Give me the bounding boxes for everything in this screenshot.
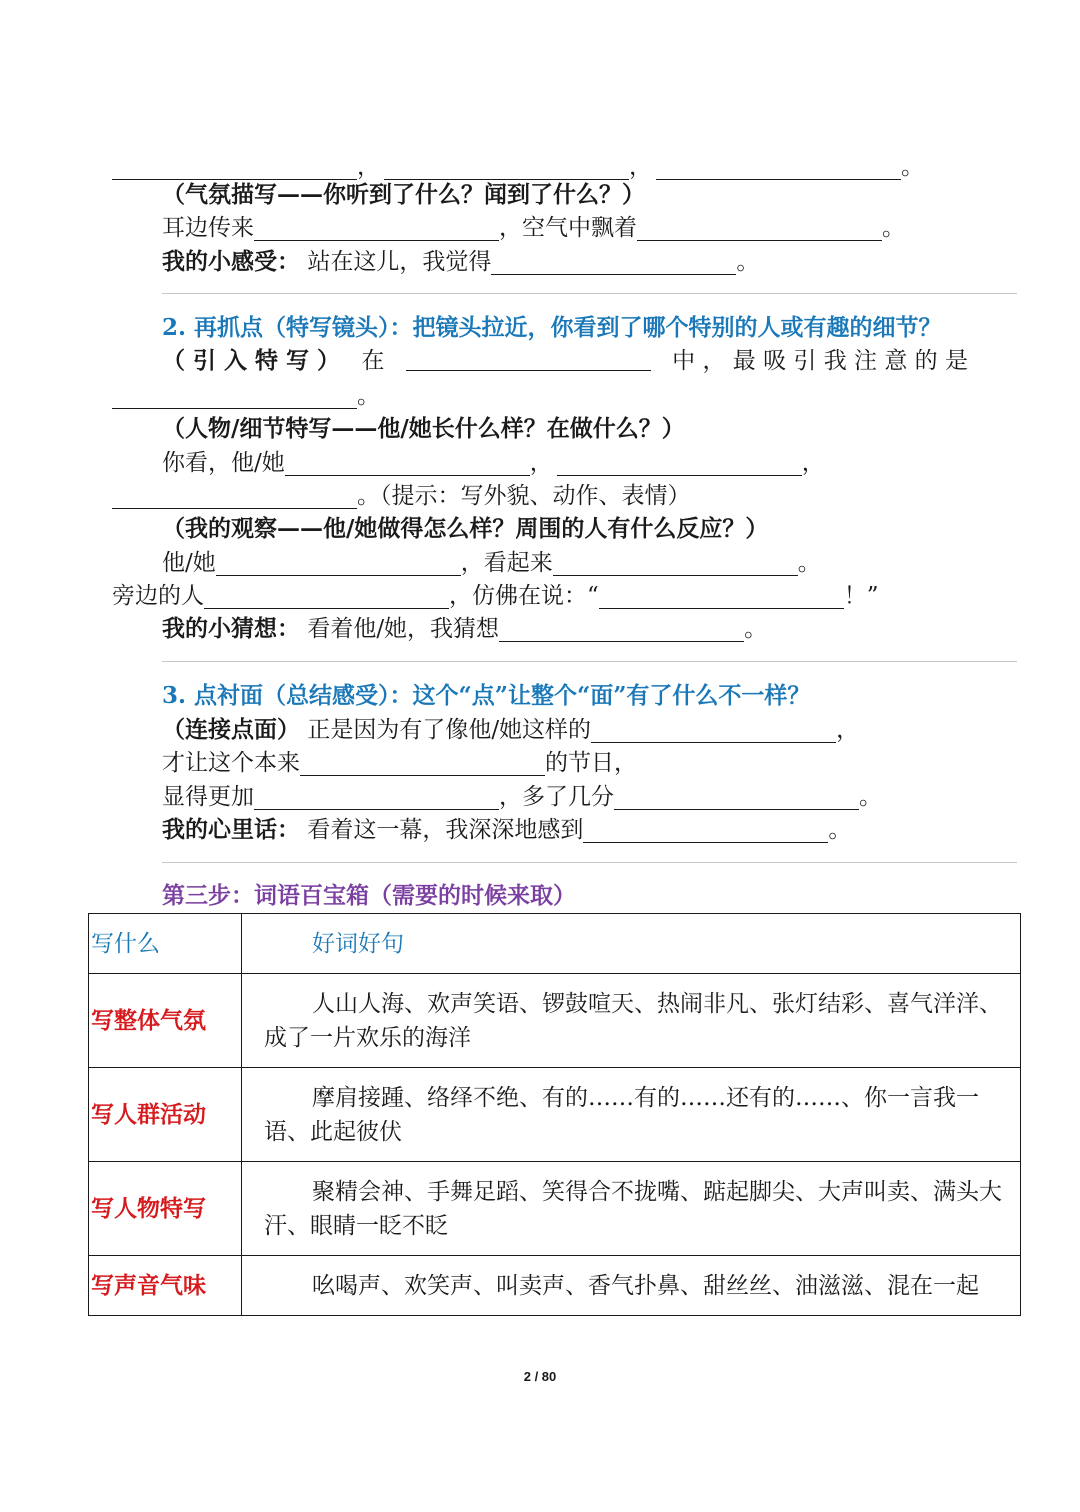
row-category: 写人群活动: [89, 1068, 242, 1162]
intro-label: （ 引 入 特 写 ）: [162, 347, 341, 374]
fill-line-link: （连接点面） 正是因为有了像他/她这样的 ，: [162, 716, 860, 743]
divider: [162, 661, 1017, 662]
row-words: 人山人海、欢声笑语、锣鼓喧天、热闹非凡、张灯结彩、喜气洋洋、成了一片欢乐的海洋: [242, 974, 1021, 1068]
blank[interactable]: [637, 214, 882, 241]
table-row: [89, 1162, 1021, 1256]
section3-heading: 3. 点衬面（总结感受）：这个“点”让整个“面”有了什么不一样？: [162, 682, 811, 709]
fill-line-look: 你看，他/她 ， ，: [162, 450, 825, 476]
fill-line-heart: 我的心里话： 看着这一幕，我深深地感到 。: [162, 816, 852, 843]
blank[interactable]: [216, 549, 461, 576]
table-header-row: [89, 914, 1021, 974]
table-row: [89, 974, 1021, 1068]
feeling-label: 我的小感受：: [162, 248, 300, 275]
fill-line-guess: 我的小猜想： 看着他/她，我猜想 。: [162, 615, 768, 642]
blank[interactable]: [384, 153, 629, 180]
link-label: （连接点面）: [162, 716, 300, 743]
blank[interactable]: [112, 482, 357, 509]
header-category: 写什么: [89, 914, 242, 974]
row-words: 摩肩接踵、络绎不绝、有的……有的……还有的……、你一言我一语、此起彼伏: [242, 1068, 1021, 1162]
blank[interactable]: [254, 214, 499, 241]
row-category: 写人物特写: [89, 1162, 242, 1256]
header-words: 好词好句: [242, 914, 1021, 974]
fill-line-intro: （ 引 入 特 写 ） 在 中 ， 最 吸 引 我 注 意 的 是: [162, 344, 968, 378]
section2-heading: 2. 再抓点（特写镜头）：把镜头拉近，你看到了哪个特别的人或有趣的细节？: [162, 314, 942, 341]
table-row: [89, 1256, 1021, 1316]
heart-label: 我的心里话：: [162, 816, 300, 843]
detail-label: （人物/细节特写——他/她长什么样？在做什么？）: [162, 415, 685, 442]
word-bank-table: [88, 913, 1021, 1316]
fill-line-intro-cont: 。: [112, 379, 380, 413]
blank[interactable]: [112, 153, 357, 180]
blank[interactable]: [254, 783, 499, 810]
page-number: 2 / 80: [523, 1369, 557, 1384]
blank[interactable]: [656, 153, 901, 180]
divider: [162, 862, 1017, 863]
blank[interactable]: [300, 749, 545, 776]
row-words: 吆喝声、欢笑声、叫卖声、香气扑鼻、甜丝丝、油滋滋、混在一起: [242, 1256, 1021, 1316]
blank[interactable]: [285, 449, 530, 476]
blank[interactable]: [557, 449, 802, 476]
blank[interactable]: [614, 783, 859, 810]
fill-line-festival: 才让这个本来 的节日，: [162, 750, 637, 776]
atmosphere-label: （气氛描写——你听到了什么？闻到了什么？）: [162, 181, 645, 208]
guess-label: 我的小猜想：: [162, 615, 300, 642]
row-category: 写声音气味: [89, 1256, 242, 1316]
row-words: 聚精会神、手舞足蹈、笑得合不拢嘴、踮起脚尖、大声叫卖、满头大汗、眼睛一眨不眨: [242, 1162, 1021, 1256]
blank[interactable]: [583, 816, 828, 843]
fill-line-feeling: 我的小感受： 站在这儿，我觉得 。: [162, 248, 760, 275]
blank[interactable]: [406, 344, 651, 371]
row-category: 写整体气氛: [89, 974, 242, 1068]
observation-label: （我的观察——他/她做得怎么样？周围的人有什么反应？）: [162, 515, 769, 542]
divider: [162, 293, 1017, 294]
blank[interactable]: [591, 716, 836, 743]
fill-line-ear: 耳边传来 ，空气中飘着 。: [162, 215, 905, 241]
blank[interactable]: [499, 615, 744, 642]
fill-line-observe: 他/她 ，看起来 。: [162, 550, 821, 576]
step3-title: 第三步：词语百宝箱（需要的时候来取）: [162, 882, 576, 909]
blank[interactable]: [491, 248, 736, 275]
table-row: [89, 1068, 1021, 1162]
fill-line-bystander: 旁边的人 ，仿佛在说：“ ！”: [112, 583, 879, 609]
blank[interactable]: [204, 582, 449, 609]
blank[interactable]: [553, 549, 798, 576]
blank[interactable]: [599, 582, 844, 609]
fill-line-look-cont: 。（提示：写外貌、动作、表情）: [112, 479, 691, 513]
fill-line-scene: ， ， 。: [112, 150, 924, 184]
fill-line-more: 显得更加 ，多了几分 。: [162, 784, 882, 810]
blank[interactable]: [112, 382, 357, 409]
